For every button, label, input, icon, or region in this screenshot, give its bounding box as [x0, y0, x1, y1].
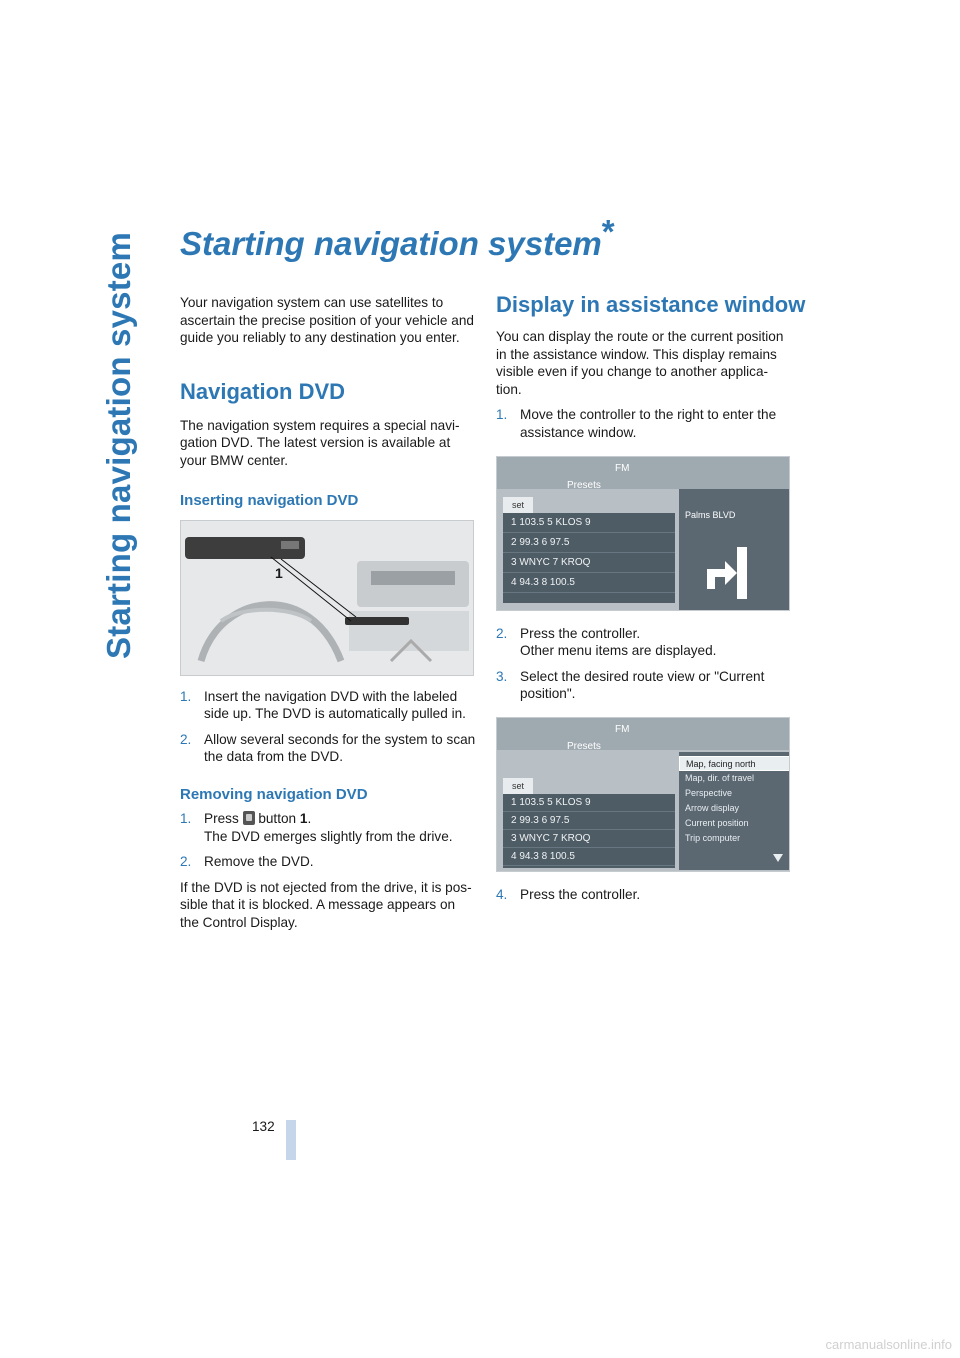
callout-1: 1 [275, 564, 283, 581]
step-text-post: button [258, 810, 297, 826]
screen-header [497, 718, 789, 750]
band-label: FM [615, 462, 630, 474]
section-heading-assistance-window: Display in assistance window [496, 292, 806, 317]
step-text-line1: Press the controller. [520, 625, 641, 641]
step-text-pre: Press [204, 810, 239, 826]
menu-item-selected: Map, facing north [679, 756, 790, 771]
page-marker-bar [286, 1120, 296, 1160]
radio-screen-assistance [496, 456, 790, 611]
screen-header [497, 457, 789, 489]
step-text: Remove the DVD. [204, 854, 314, 870]
step-ref: 1 [299, 810, 308, 826]
preset-row: 1 103.5 5 KLOS 9 [503, 513, 675, 533]
radio-screen-menu [496, 717, 790, 872]
menu-item: Arrow display [685, 802, 740, 813]
title-asterisk: * [601, 213, 615, 250]
step-number: 1. [180, 688, 192, 704]
preset-row: 2 99.3 6 97.5 [503, 533, 675, 553]
step-number: 2. [496, 625, 508, 641]
assist-step-4 [496, 886, 792, 904]
assist-step-2 [496, 625, 792, 660]
eject-button-icon [243, 811, 255, 825]
scroll-down-icon [773, 854, 783, 862]
step-number: 2. [180, 731, 192, 747]
step-text-line2: Other menu items are displayed. [520, 643, 717, 659]
menu-item: Perspective [685, 787, 733, 798]
step-text: Move the controller to the right to enter the assistance window. [520, 407, 777, 440]
preset-row: 4 94.3 8 100.5 [503, 848, 675, 866]
navigation-dvd-paragraph: The navigation system requires a special navi-gation DVD. The latest version is available at your BMW center. [180, 417, 460, 468]
menu-item: Trip computer [685, 832, 741, 843]
insert-step-1 [180, 688, 476, 723]
step-text: Press the controller. [520, 886, 641, 902]
subheading-removing-dvd: Removing navigation DVD [180, 785, 368, 803]
preset-row: 4 94.3 8 100.5 [503, 573, 675, 593]
preset-row: 3 WNYC 7 KROQ [503, 553, 675, 573]
preset-row: 1 103.5 5 KLOS 9 [503, 794, 675, 812]
page-title [180, 213, 615, 263]
step-text: Insert the navigation DVD with the labeled side up. The DVD is automatically pulled in. [204, 688, 466, 722]
intro-paragraph: Your navigation system can use satellites to ascertain the precise position of your vehicle and guide you reliably to any destination you enter. [180, 295, 474, 346]
preset-list [503, 513, 675, 603]
assistance-panel [679, 489, 790, 611]
step-number: 2. [180, 854, 192, 870]
subheading-inserting-dvd: Inserting navigation DVD [180, 491, 359, 509]
step-text-line2: The DVD emerges slightly from the drive. [204, 828, 453, 844]
right-column [496, 292, 806, 904]
preset-row: 3 WNYC 7 KROQ [503, 830, 675, 848]
step-number: 1. [180, 810, 192, 826]
presets-label: Presets [567, 740, 601, 752]
remove-step-1 [180, 810, 476, 845]
street-name: Palms BLVD [685, 509, 736, 520]
step-number: 1. [496, 407, 508, 423]
remove-step-2 [180, 853, 476, 871]
turn-arrow-icon [679, 529, 790, 609]
step-number: 4. [496, 886, 508, 902]
insert-step-2 [180, 731, 476, 766]
preset-row: 2 99.3 6 97.5 [503, 812, 675, 830]
assist-step-1 [496, 406, 792, 441]
step-text: Allow several seconds for the system to scan the data from the DVD. [204, 731, 476, 765]
set-button: set [503, 497, 533, 513]
menu-item: Map, dir. of travel [685, 772, 755, 783]
presets-label: Presets [567, 479, 601, 491]
section-heading-navigation-dvd: Navigation DVD [180, 378, 346, 404]
left-column [180, 294, 476, 932]
page-number: 132 [252, 1119, 275, 1134]
set-button: set [503, 778, 533, 794]
page-title-text: Starting navigation system [180, 225, 602, 262]
route-view-menu [679, 752, 790, 870]
preset-list [503, 794, 675, 868]
assistance-intro: You can display the route or the current position in the assistance window. This display remains visible even if you change to another applica-tion. [496, 329, 784, 397]
dashboard-drawing [181, 521, 474, 676]
menu-item: Current position [685, 817, 749, 828]
assist-step-3 [496, 668, 792, 703]
watermark: carmanualsonline.info [825, 1337, 952, 1352]
band-label: FM [615, 723, 630, 735]
blocked-dvd-note: If the DVD is not ejected from the drive, it is pos-sible that it is blocked. A message appears on the Control Display. [180, 879, 472, 930]
step-number: 3. [496, 668, 508, 684]
dashboard-illustration [180, 520, 474, 676]
step-text: Select the desired route view or "Current position". [520, 668, 765, 702]
chapter-side-tab: Starting navigation system [100, 232, 137, 659]
step-end: . [307, 810, 312, 826]
